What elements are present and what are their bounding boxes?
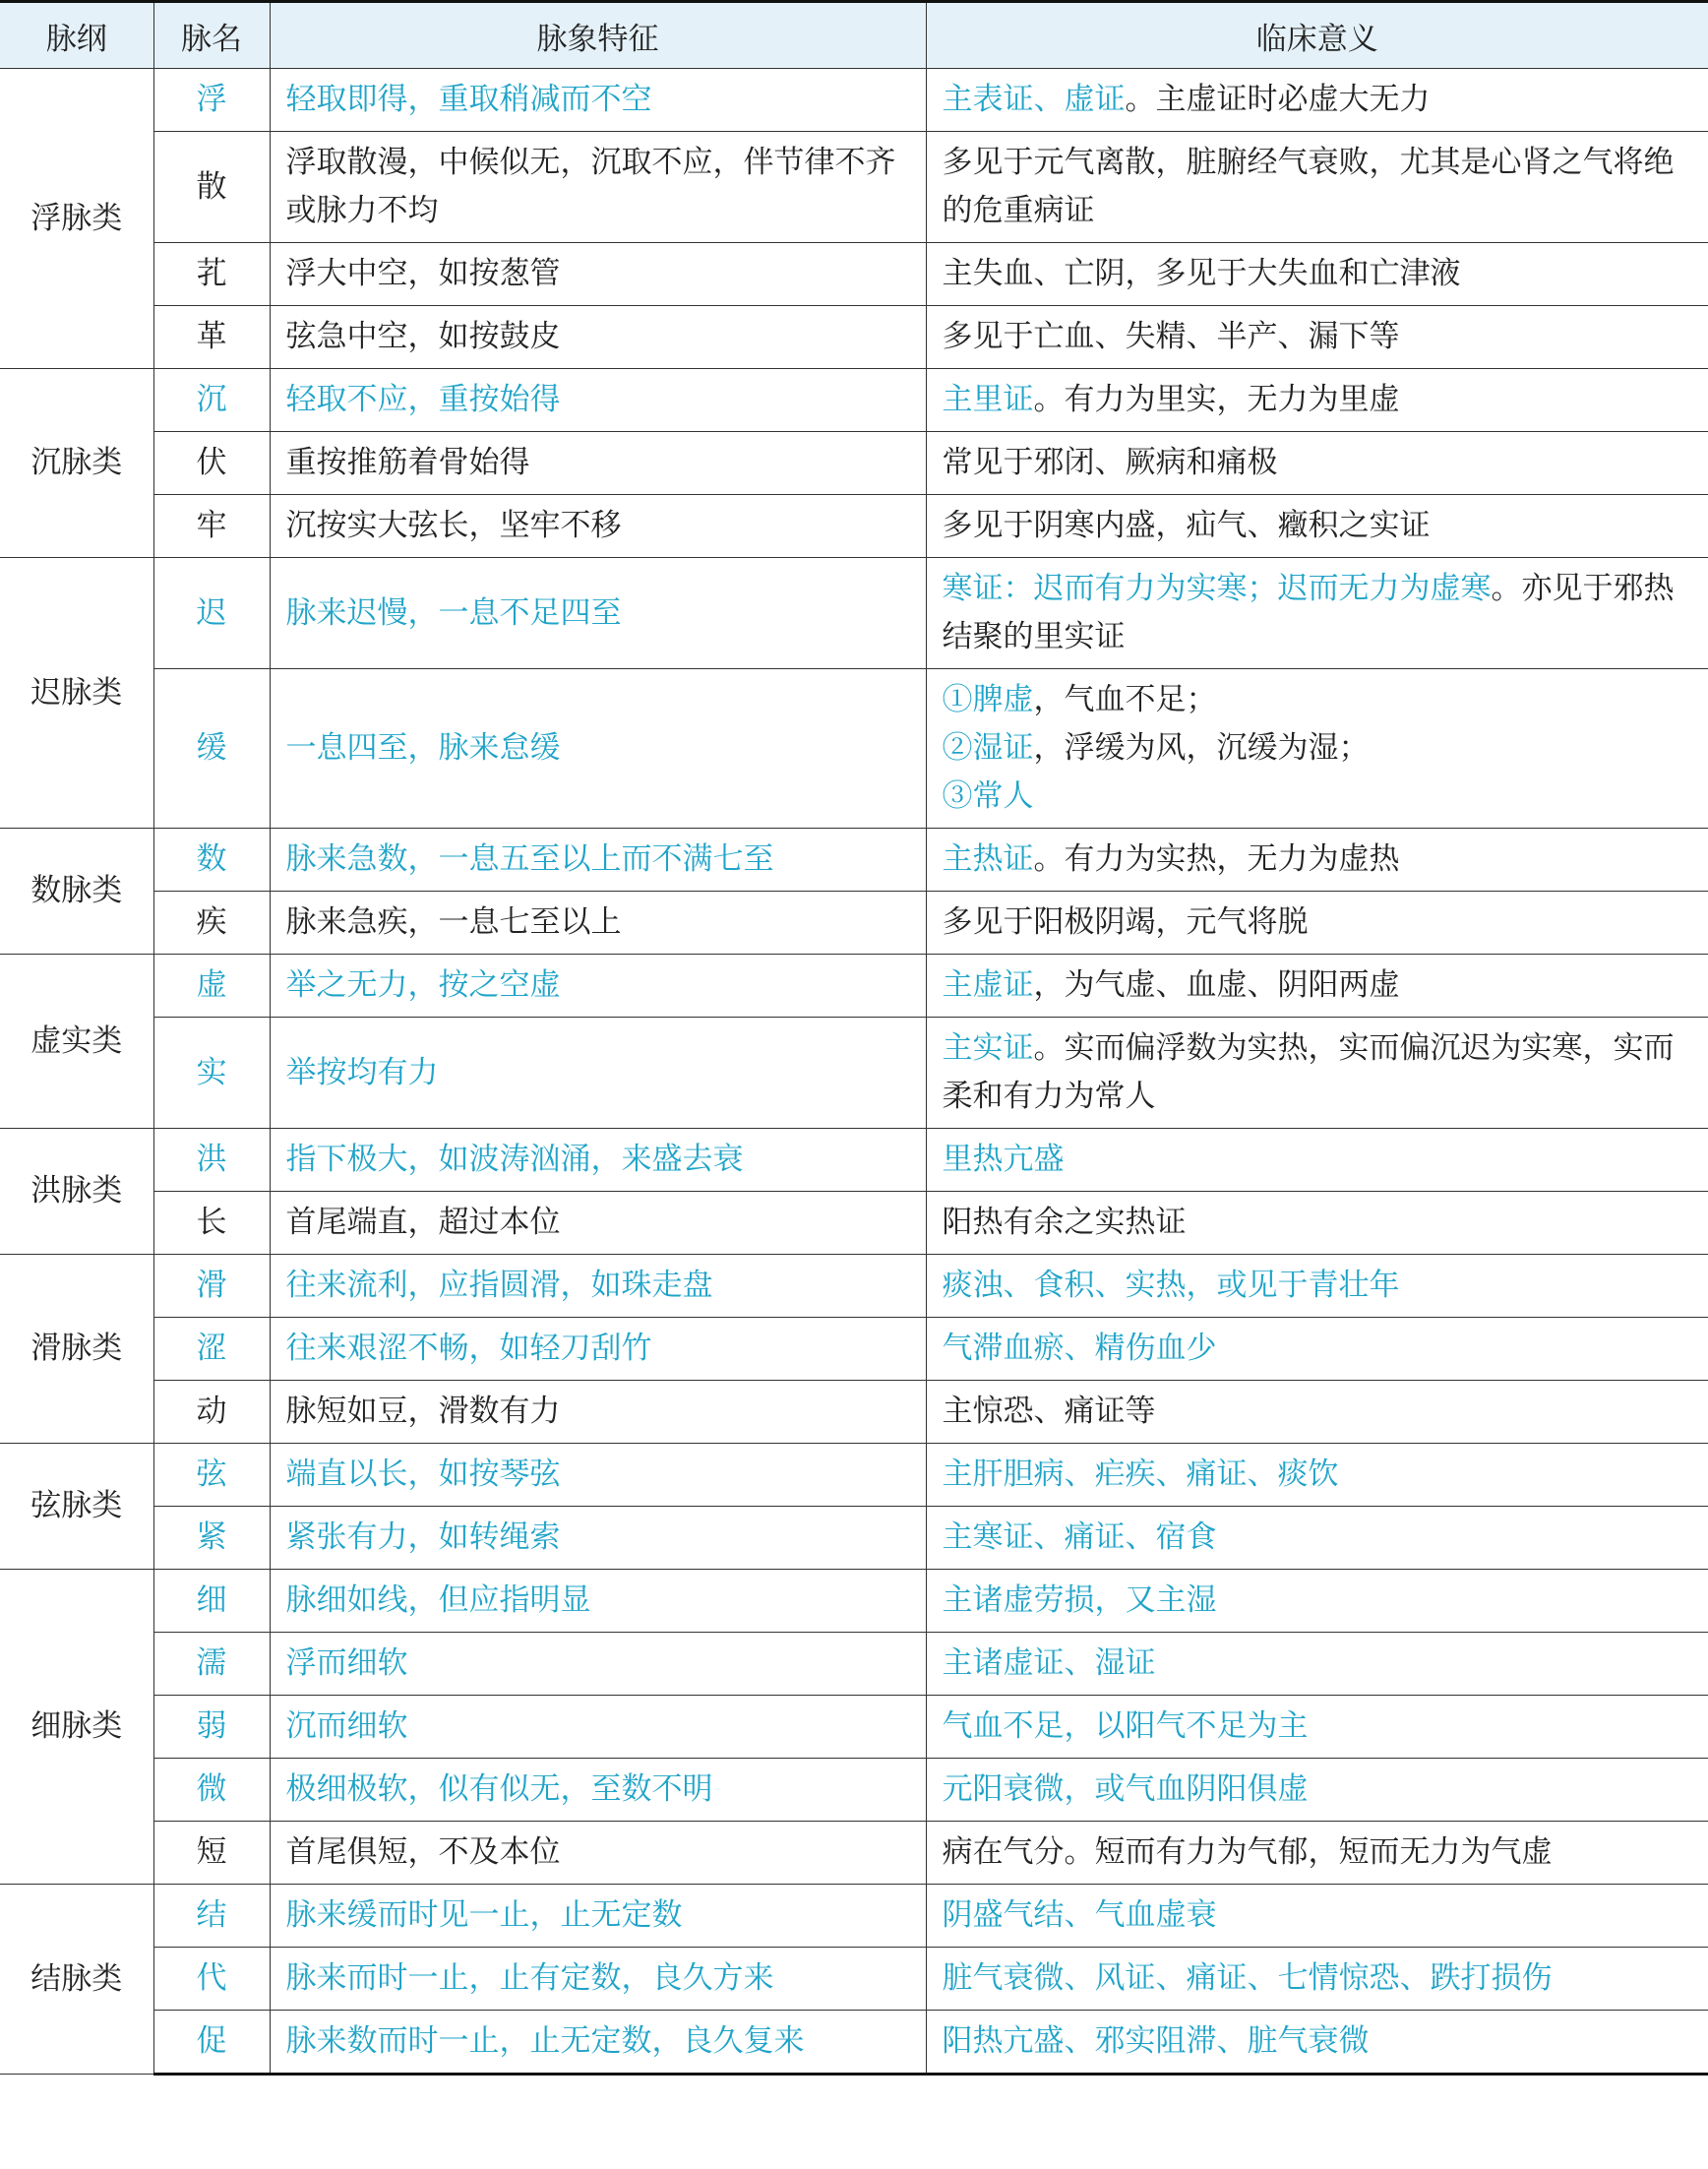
meaning-line xyxy=(943,256,1461,291)
highlighted-text: 主热证 xyxy=(942,841,1034,877)
meaning-line xyxy=(943,2023,1370,2059)
clinical-meaning-cell xyxy=(926,132,1708,243)
highlighted-text: 主实证 xyxy=(942,1030,1034,1066)
pulse-name-cell: 结 xyxy=(153,1885,270,1948)
table-row xyxy=(0,669,1708,829)
pulse-feature-cell: 脉来缓而时见一止，止无定数 xyxy=(270,1885,926,1948)
table-row xyxy=(0,132,1708,243)
pulse-name-cell: 促 xyxy=(153,2011,270,2075)
highlighted-text: ③常人 xyxy=(942,778,1034,814)
table-row xyxy=(0,1633,1708,1696)
meaning-line xyxy=(943,1456,1339,1492)
header-pulse-features: 脉象特征 xyxy=(270,2,926,69)
meaning-line xyxy=(943,1897,1217,1933)
pulse-feature-cell: 脉短如豆，滑数有力 xyxy=(270,1381,926,1444)
meaning-line xyxy=(943,724,1693,773)
pulse-feature-cell: 紧张有力，如转绳索 xyxy=(270,1507,926,1570)
highlighted-text: 元阳衰微，或气血阴阳俱虚 xyxy=(942,1771,1309,1807)
clinical-meaning-cell xyxy=(926,558,1708,669)
category-cell: 结脉类 xyxy=(0,1885,153,2075)
table-row xyxy=(0,369,1708,432)
table-row xyxy=(0,1507,1708,1570)
highlighted-text: ①脾虚 xyxy=(942,682,1034,717)
pulse-feature-cell: 轻取即得，重取稍减而不空 xyxy=(270,69,926,132)
table-row xyxy=(0,1318,1708,1381)
pulse-name-cell: 浮 xyxy=(153,69,270,132)
pulse-feature-cell: 举按均有力 xyxy=(270,1018,926,1129)
pulse-name-cell: 弦 xyxy=(153,1444,270,1507)
clinical-meaning-cell xyxy=(926,1885,1708,1948)
highlighted-text: 阴盛气结、气血虚衰 xyxy=(942,1897,1217,1933)
clinical-meaning-cell xyxy=(926,1507,1708,1570)
plain-text: 。有力为实热，无力为虚热 xyxy=(1033,841,1400,877)
plain-text: 阳热有余之实热证 xyxy=(942,1205,1187,1240)
meaning-line xyxy=(943,1582,1217,1618)
table-row xyxy=(0,1948,1708,2011)
highlighted-text: 主肝胆病、疟疾、痛证、痰饮 xyxy=(942,1456,1339,1492)
table-row xyxy=(0,1018,1708,1129)
pulse-name-cell: 芤 xyxy=(153,243,270,306)
pulse-feature-cell: 脉来数而时一止，止无定数，良久复来 xyxy=(270,2011,926,2075)
category-cell: 数脉类 xyxy=(0,829,153,955)
meaning-line xyxy=(943,571,1675,654)
table-row xyxy=(0,1192,1708,1255)
pulse-name-cell: 短 xyxy=(153,1822,270,1885)
clinical-meaning-cell xyxy=(926,432,1708,495)
pulse-name-cell: 疾 xyxy=(153,892,270,955)
highlighted-text: 主诸虚劳损，又主湿 xyxy=(942,1582,1217,1618)
header-pulse-name: 脉名 xyxy=(153,2,270,69)
clinical-meaning-cell xyxy=(926,1255,1708,1318)
clinical-meaning-cell xyxy=(926,1570,1708,1633)
highlighted-text: 痰浊、食积、实热，或见于青壮年 xyxy=(942,1268,1400,1303)
pulse-feature-cell: 脉来急疾，一息七至以上 xyxy=(270,892,926,955)
clinical-meaning-cell xyxy=(926,1018,1708,1129)
pulse-name-cell: 散 xyxy=(153,132,270,243)
pulse-name-cell: 濡 xyxy=(153,1633,270,1696)
pulse-name-cell: 洪 xyxy=(153,1129,270,1192)
meaning-line xyxy=(943,319,1400,354)
clinical-meaning-cell xyxy=(926,69,1708,132)
pulse-name-cell: 细 xyxy=(153,1570,270,1633)
meaning-line xyxy=(943,1394,1156,1429)
meaning-line xyxy=(943,904,1309,940)
highlighted-text: 主寒证、痛证、宿食 xyxy=(942,1519,1217,1555)
plain-text: ，气血不足； xyxy=(1033,682,1217,717)
pulse-name-cell: 紧 xyxy=(153,1507,270,1570)
table-row xyxy=(0,829,1708,892)
table-row xyxy=(0,432,1708,495)
category-cell: 细脉类 xyxy=(0,1570,153,1885)
table-row xyxy=(0,69,1708,132)
category-cell: 滑脉类 xyxy=(0,1255,153,1444)
clinical-meaning-cell xyxy=(926,1444,1708,1507)
pulse-name-cell: 动 xyxy=(153,1381,270,1444)
category-cell: 浮脉类 xyxy=(0,69,153,369)
meaning-line xyxy=(943,1519,1217,1555)
pulse-feature-cell: 一息四至，脉来怠缓 xyxy=(270,669,926,829)
plain-text: ，浮缓为风，沉缓为湿； xyxy=(1033,730,1370,766)
plain-text: 。主虚证时必虚大无力 xyxy=(1125,82,1431,117)
highlighted-text: 寒证：迟而有力为实寒；迟而无力为虚寒 xyxy=(942,571,1492,606)
pulse-feature-cell: 首尾端直，超过本位 xyxy=(270,1192,926,1255)
meaning-line xyxy=(943,1960,1553,1996)
header-category: 脉纲 xyxy=(0,2,153,69)
table-row xyxy=(0,1381,1708,1444)
clinical-meaning-cell xyxy=(926,495,1708,558)
clinical-meaning-cell xyxy=(926,669,1708,829)
category-cell: 洪脉类 xyxy=(0,1129,153,1255)
table-row xyxy=(0,1885,1708,1948)
plain-text: 多见于元气离散，脏腑经气衰败，尤其是心肾之气将绝的危重病证 xyxy=(942,145,1675,228)
pulse-name-cell: 伏 xyxy=(153,432,270,495)
plain-text: 。亦见于邪热结聚的里实证 xyxy=(942,571,1675,654)
clinical-meaning-cell xyxy=(926,1129,1708,1192)
table-row xyxy=(0,1570,1708,1633)
clinical-meaning-cell xyxy=(926,892,1708,955)
pulse-name-cell: 实 xyxy=(153,1018,270,1129)
meaning-line xyxy=(943,1331,1217,1366)
highlighted-text: 主里证 xyxy=(942,382,1034,417)
clinical-meaning-cell xyxy=(926,955,1708,1018)
table-row xyxy=(0,306,1708,369)
table-row xyxy=(0,1759,1708,1822)
pulse-name-cell: 代 xyxy=(153,1948,270,2011)
clinical-meaning-cell xyxy=(926,1633,1708,1696)
plain-text: 病在气分。短而有力为气郁，短而无力为气虚 xyxy=(942,1834,1553,1870)
category-cell: 弦脉类 xyxy=(0,1444,153,1570)
table-row xyxy=(0,892,1708,955)
pulse-name-cell: 弱 xyxy=(153,1696,270,1759)
plain-text: 主失血、亡阴，多见于大失血和亡津液 xyxy=(942,256,1461,291)
meaning-line xyxy=(943,445,1278,480)
meaning-line xyxy=(943,1030,1675,1114)
pulse-feature-cell: 沉按实大弦长，坚牢不移 xyxy=(270,495,926,558)
clinical-meaning-cell xyxy=(926,243,1708,306)
meaning-line xyxy=(943,1645,1156,1681)
pulse-feature-cell: 首尾俱短，不及本位 xyxy=(270,1822,926,1885)
pulse-feature-cell: 重按推筋着骨始得 xyxy=(270,432,926,495)
pulse-name-cell: 沉 xyxy=(153,369,270,432)
meaning-line xyxy=(943,82,1431,117)
clinical-meaning-cell xyxy=(926,829,1708,892)
meaning-line xyxy=(943,967,1400,1003)
pulse-feature-cell: 沉而细软 xyxy=(270,1696,926,1759)
pulse-feature-cell: 举之无力，按之空虚 xyxy=(270,955,926,1018)
meaning-line xyxy=(943,1708,1309,1744)
meaning-line xyxy=(943,1834,1553,1870)
pulse-name-cell: 滑 xyxy=(153,1255,270,1318)
pulse-feature-cell: 浮而细软 xyxy=(270,1633,926,1696)
pulse-feature-cell: 指下极大，如波涛汹涌，来盛去衰 xyxy=(270,1129,926,1192)
pulse-feature-cell: 脉来而时一止，止有定数，良久方来 xyxy=(270,1948,926,2011)
meaning-line xyxy=(943,145,1675,228)
clinical-meaning-cell xyxy=(926,1318,1708,1381)
plain-text: 。实而偏浮数为实热，实而偏沉迟为实寒，实而柔和有力为常人 xyxy=(942,1030,1675,1114)
clinical-meaning-cell xyxy=(926,1759,1708,1822)
category-cell: 沉脉类 xyxy=(0,369,153,558)
clinical-meaning-cell xyxy=(926,1192,1708,1255)
table-row xyxy=(0,2011,1708,2075)
meaning-line xyxy=(943,1205,1187,1240)
clinical-meaning-cell xyxy=(926,369,1708,432)
table-row xyxy=(0,495,1708,558)
highlighted-text: 阳热亢盛、邪实阻滞、脏气衰微 xyxy=(942,2023,1370,2059)
highlighted-text: 脏气衰微、风证、痛证、七情惊恐、跌打损伤 xyxy=(942,1960,1553,1996)
pulse-name-cell: 革 xyxy=(153,306,270,369)
header-clinical-meaning: 临床意义 xyxy=(926,2,1708,69)
pulse-feature-cell: 弦急中空，如按鼓皮 xyxy=(270,306,926,369)
pulse-feature-cell: 脉来急数，一息五至以上而不满七至 xyxy=(270,829,926,892)
meaning-line xyxy=(943,1142,1065,1177)
clinical-meaning-cell xyxy=(926,1822,1708,1885)
highlighted-text: ②湿证 xyxy=(942,730,1034,766)
pulse-name-cell: 涩 xyxy=(153,1318,270,1381)
category-cell: 虚实类 xyxy=(0,955,153,1129)
pulse-name-cell: 缓 xyxy=(153,669,270,829)
meaning-line xyxy=(943,1771,1309,1807)
pulse-feature-cell: 浮取散漫，中候似无，沉取不应，伴节律不齐或脉力不均 xyxy=(270,132,926,243)
highlighted-text: 气滞血瘀、精伤血少 xyxy=(942,1331,1217,1366)
highlighted-text: 气血不足，以阳气不足为主 xyxy=(942,1708,1309,1744)
pulse-feature-cell: 端直以长，如按琴弦 xyxy=(270,1444,926,1507)
highlighted-text: 里热亢盛 xyxy=(942,1142,1065,1177)
table-row xyxy=(0,243,1708,306)
table-row xyxy=(0,1444,1708,1507)
plain-text: 多见于亡血、失精、半产、漏下等 xyxy=(942,319,1400,354)
plain-text: 多见于阳极阴竭，元气将脱 xyxy=(942,904,1309,940)
plain-text: ，为气虚、血虚、阴阳两虚 xyxy=(1033,967,1400,1003)
meaning-line xyxy=(943,676,1693,724)
table-row xyxy=(0,1822,1708,1885)
table-row xyxy=(0,1696,1708,1759)
table-row xyxy=(0,955,1708,1018)
pulse-feature-cell: 脉细如线，但应指明显 xyxy=(270,1570,926,1633)
pulse-name-cell: 牢 xyxy=(153,495,270,558)
meaning-line xyxy=(943,382,1400,417)
pulse-feature-cell: 浮大中空，如按葱管 xyxy=(270,243,926,306)
plain-text: 主惊恐、痛证等 xyxy=(942,1394,1156,1429)
table-row xyxy=(0,1255,1708,1318)
plain-text: 常见于邪闭、厥病和痛极 xyxy=(942,445,1278,480)
pulse-feature-cell: 轻取不应，重按始得 xyxy=(270,369,926,432)
meaning-line xyxy=(943,1268,1400,1303)
pulse-name-cell: 长 xyxy=(153,1192,270,1255)
pulse-name-cell: 微 xyxy=(153,1759,270,1822)
pulse-feature-cell: 往来艰涩不畅，如轻刀刮竹 xyxy=(270,1318,926,1381)
highlighted-text: 主诸虚证、湿证 xyxy=(942,1645,1156,1681)
table-row xyxy=(0,558,1708,669)
clinical-meaning-cell xyxy=(926,1381,1708,1444)
plain-text: 。有力为里实，无力为里虚 xyxy=(1033,382,1400,417)
pulse-feature-cell: 往来流利，应指圆滑，如珠走盘 xyxy=(270,1255,926,1318)
header-row xyxy=(0,2,1708,69)
category-cell: 迟脉类 xyxy=(0,558,153,829)
table-body xyxy=(0,69,1708,2075)
meaning-line xyxy=(943,508,1431,543)
pulse-name-cell: 迟 xyxy=(153,558,270,669)
meaning-line xyxy=(943,773,1693,821)
pulse-name-cell: 数 xyxy=(153,829,270,892)
highlighted-text: 主表证、虚证 xyxy=(942,82,1126,117)
highlighted-text: 主虚证 xyxy=(942,967,1034,1003)
pulse-name-cell: 虚 xyxy=(153,955,270,1018)
clinical-meaning-cell xyxy=(926,306,1708,369)
pulse-feature-cell: 极细极软，似有似无，至数不明 xyxy=(270,1759,926,1822)
clinical-meaning-cell xyxy=(926,2011,1708,2075)
table-row xyxy=(0,1129,1708,1192)
plain-text: 多见于阴寒内盛，疝气、癥积之实证 xyxy=(942,508,1431,543)
clinical-meaning-cell xyxy=(926,1948,1708,2011)
meaning-line xyxy=(943,841,1400,877)
clinical-meaning-cell xyxy=(926,1696,1708,1759)
pulse-feature-cell: 脉来迟慢，一息不足四至 xyxy=(270,558,926,669)
